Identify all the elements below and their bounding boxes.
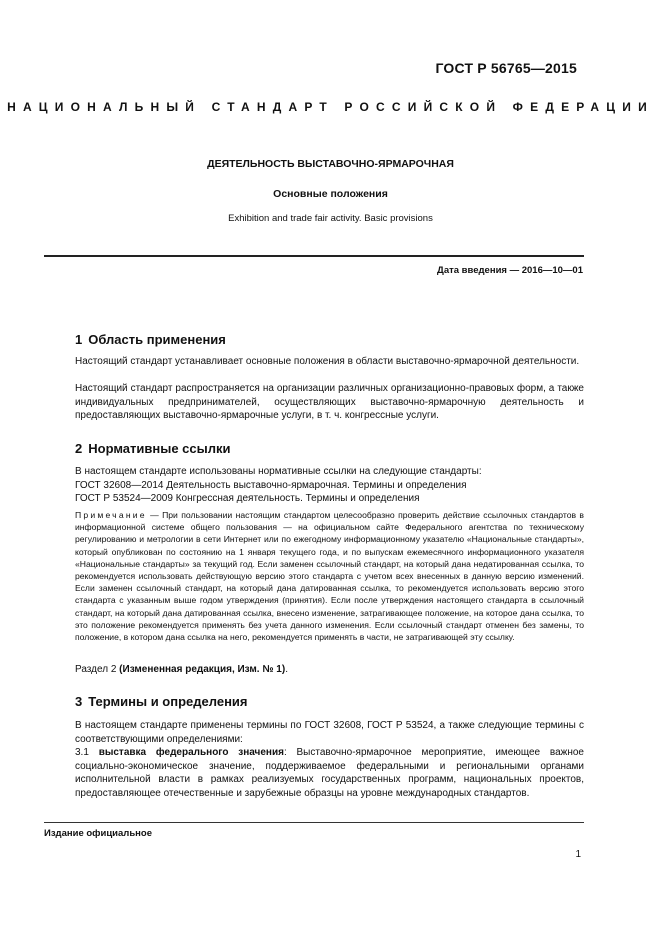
footer-divider	[44, 822, 584, 823]
note-text: — При пользовании настоящим стандартом целесообразно проверить действие ссылочных стандартов в информационной системе общего пользования — на официальном сайте Федерального агентства по техническому регулированию и метрологии в сети Интернет или по ежегодному информационному указателю «Национальные стандарты», который опубликован по состоянию на 1 января текущего года, и по выпускам ежемесячного информационного указателя «Национальные стандарты» за текущий год. Если заменен ссылочный стандарт, на который дана недатированная ссылка, то рекомендуется использовать действующую версию этого стандарта с учетом всех внесенных в данную версию изменений. Если заменен ссылочный стандарт, на который дана датированная ссылка, то рекомендуется использовать версию этого стандарта с указанным выше годом утверждения (принятия). Если после утверждения настоящего стандарта в ссылочный стандарт, на который дана датированная ссылка, внесено изменение, затрагивающее положение, на которое дана ссылка, то это положение рекомендуется применять без учета данного изменения. Если ссылочный стандарт отменен без замены, то положение, в котором дана ссылка на него, рекомендуется применять в части, не затрагивающей эту ссылку.	[75, 510, 584, 643]
english-title: Exhibition and trade fair activity. Basic provisions	[228, 213, 433, 224]
note-label: Примечание	[75, 510, 147, 520]
term-number: 3.1	[75, 747, 99, 758]
term-definition: : Выставочно-ярмарочное мероприятие, имеющее важное социально-экономическое значение, поддерживаемое федеральными и региональными органами исполнительной власти в рамках реализуемых государственных программ, национальных проектов, предоставляющее отечественные и зарубежные образцы на уровне международных стандартов.	[75, 747, 584, 799]
page-number: 1	[575, 849, 581, 860]
section-2-title: Нормативные ссылки	[88, 441, 231, 456]
section-3-number: 3	[75, 694, 83, 709]
official-edition-label: Издание официальное	[44, 828, 152, 839]
amendment-suffix: .	[285, 664, 288, 675]
national-standard-heading: НАЦИОНАЛЬНЫЙ СТАНДАРТ РОССИЙСКОЙ ФЕДЕРАЦИИ	[7, 100, 654, 114]
reference-gost-r-53524: ГОСТ Р 53524—2009 Конгрессная деятельность. Термины и определения	[75, 493, 420, 504]
header-divider	[44, 255, 584, 257]
document-subtitle: Основные положения	[273, 188, 388, 200]
amendment-prefix: Раздел 2	[75, 664, 120, 675]
section-2-number: 2	[75, 441, 83, 456]
reference-gost-32608: ГОСТ 32608—2014 Деятельность выставочно-ярмарочная. Термины и определения	[75, 480, 467, 491]
section-1-paragraph-2: Настоящий стандарт распространяется на организации различных организационно-правовых форм, а также индивидуальных предпринимателей, осуществляющих выставочно-ярмарочную деятельность и предоставляющих выставочно-ярмарочные услуги, в т. ч. конгрессные услуги.	[75, 383, 584, 421]
term-3-1	[75, 746, 584, 800]
section-1-heading	[75, 332, 226, 347]
section-3-heading	[75, 694, 248, 709]
section-3-paragraph-1: В настоящем стандарте применены термины по ГОСТ 32608, ГОСТ Р 53524, а также следующие термины с соответствующими определениями:	[75, 720, 584, 745]
section-1-title: Область применения	[88, 332, 226, 347]
section-2-heading	[75, 441, 230, 456]
introduction-date: Дата введения — 2016—10—01	[437, 265, 583, 276]
references-note	[75, 509, 584, 643]
section-1-number: 1	[75, 332, 83, 347]
amendment-bold: (Измененная редакция, Изм. № 1)	[119, 664, 286, 675]
section-3-title: Термины и определения	[88, 694, 248, 709]
section-2-amendment	[75, 663, 584, 677]
document-title: ДЕЯТЕЛЬНОСТЬ ВЫСТАВОЧНО-ЯРМАРОЧНАЯ	[207, 158, 454, 170]
document-code: ГОСТ Р 56765—2015	[435, 60, 577, 76]
section-2-intro: В настоящем стандарте использованы нормативные ссылки на следующие стандарты:	[75, 466, 482, 477]
section-1-paragraph-1: Настоящий стандарт устанавливает основные положения в области выставочно-ярмарочной деятельности.	[75, 356, 580, 367]
term-name: выставка федерального значения	[98, 747, 284, 758]
